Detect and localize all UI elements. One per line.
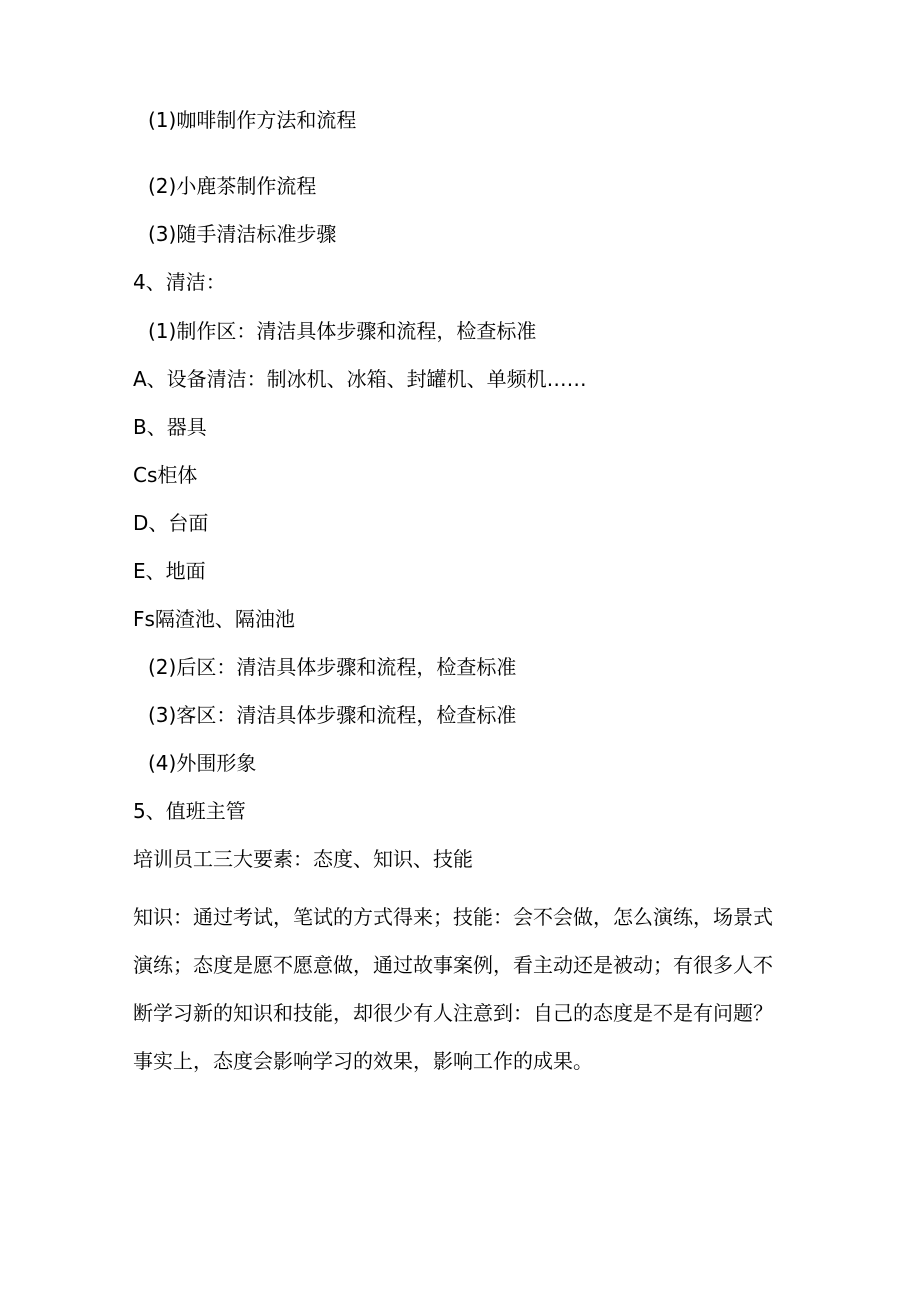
section-heading-cleaning: 4、清洁：: [133, 270, 226, 294]
body-paragraph: [133, 893, 793, 1085]
text-line-production-area: (1)制作区：清洁具体步骤和流程，检查标准: [148, 319, 537, 343]
text-line-cabinet: Cs柜体: [133, 463, 198, 487]
text-line-coffee-process: (1)咖啡制作方法和流程: [148, 108, 357, 132]
text-line-guest-area: (3)客区：清洁具体步骤和流程，检查标准: [148, 703, 517, 727]
text-line-equipment-cleaning: A、设备清洁：制冰机、冰箱、封罐机、单频机……: [133, 367, 587, 391]
text-line-cleaning-steps: (3)随手清洁标准步骤: [148, 222, 337, 246]
text-line-grease-trap: Fs隔渣池、隔油池: [133, 607, 295, 631]
section-heading-duty-manager: 5、值班主管: [133, 799, 246, 823]
text-line-tea-process: (2)小鹿茶制作流程: [148, 174, 317, 198]
text-line-exterior: (4)外围形象: [148, 751, 257, 775]
text-line-training-elements: 培训员工三大要素：态度、知识、技能: [133, 847, 473, 871]
paragraph-line: 断学习新的知识和技能，却很少有人注意到：自己的态度是不是有问题？: [133, 1001, 773, 1025]
paragraph-line: 知识：通过考试，笔试的方式得来；技能：会不会做，怎么演练，场景式: [133, 905, 773, 929]
paragraph-line: 事实上，态度会影响学习的效果，影响工作的成果。: [133, 1049, 593, 1073]
text-line-back-area: (2)后区：清洁具体步骤和流程，检查标准: [148, 655, 517, 679]
text-line-utensils: B、器具: [133, 415, 207, 439]
text-line-countertop: D、台面: [133, 511, 209, 535]
paragraph-line: 演练；态度是愿不愿意做，通过故事案例，看主动还是被动；有很多人不: [133, 953, 773, 977]
text-line-floor: E、地面: [133, 559, 206, 583]
